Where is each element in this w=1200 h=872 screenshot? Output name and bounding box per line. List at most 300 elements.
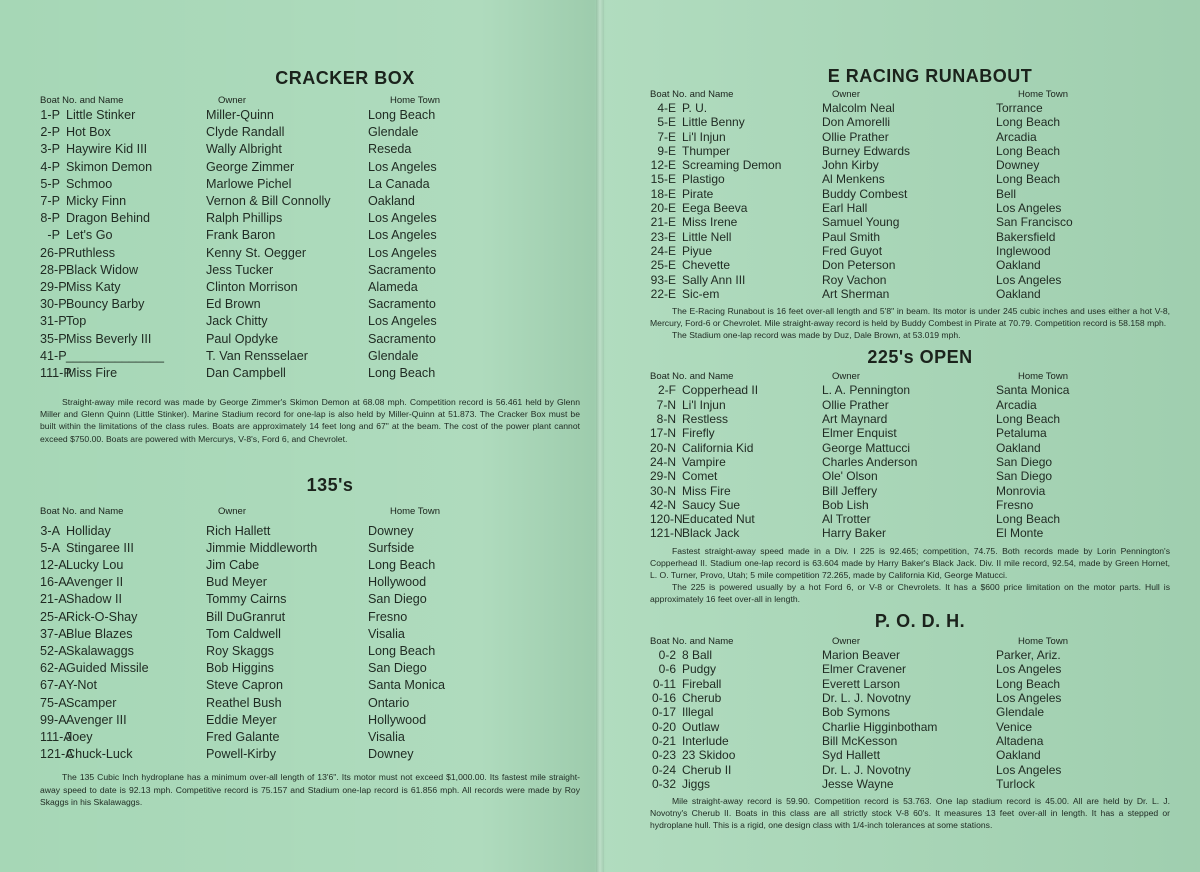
table-row xyxy=(650,455,1170,469)
table-row xyxy=(650,383,1170,397)
table-row xyxy=(650,187,1170,201)
home-town: Parker, Ariz. xyxy=(996,648,1061,663)
boat-number: 67-A xyxy=(40,678,67,693)
table-row xyxy=(650,273,1170,287)
cracker-box-header xyxy=(40,95,580,106)
owner: Paul Smith xyxy=(822,229,881,244)
e-runabout-header xyxy=(650,89,1170,100)
home-town: Los Angeles xyxy=(368,245,437,260)
owner: Bob Higgins xyxy=(206,661,274,676)
owner: Everett Larson xyxy=(822,676,901,691)
boat-number: 30-N xyxy=(650,483,677,498)
boat-number: 25-A xyxy=(40,609,67,624)
table-row xyxy=(650,287,1170,301)
boat-number: 0-11 xyxy=(652,676,676,691)
table-row xyxy=(40,609,580,626)
table-row xyxy=(40,540,580,557)
col-town: Home Town xyxy=(1018,371,1068,383)
table-row xyxy=(650,158,1170,172)
owner: Buddy Combest xyxy=(822,186,908,201)
boat-name: Joey xyxy=(66,730,93,745)
owner: Bud Meyer xyxy=(206,575,267,590)
boat-name: Hot Box xyxy=(66,125,111,140)
boat-name: Cherub II xyxy=(682,762,732,777)
boat-name: California Kid xyxy=(682,440,754,455)
table-row xyxy=(650,412,1170,426)
home-town: Oakland xyxy=(996,748,1041,763)
home-town: Monrovia xyxy=(996,483,1046,498)
boat-number: 17-N xyxy=(650,426,677,441)
boat-number: 121-A xyxy=(40,747,74,762)
cracker-box-note: Straight-away mile record was made by George Zimmer's Skimon Demon at 68.08 mph. Competition record is 56.461 held by Glenn Miller and Glenn Quinn (Little Stinker). Marine Stadium record for one-lap is also held by Miller-Quinn at 51.873. The Cracker Box must be built within the limitations of the class rules. Boats are approximately 14 feet long and 67" at the beam. The cost of the power plant cannot exceed $750.00. Boats are powered with Mercurys, V-8's, Ford 6, and Chevrolet. xyxy=(40,397,580,444)
boat-number: 0-16 xyxy=(651,691,676,706)
boat-number: 3-A xyxy=(40,523,60,538)
boat-name: Restless xyxy=(682,412,729,427)
owner: Frank Baron xyxy=(206,228,276,243)
owner: Reathel Bush xyxy=(206,695,282,710)
boat-name: Haywire Kid III xyxy=(66,142,148,157)
table-row xyxy=(650,101,1170,115)
boat-name: Little Stinker xyxy=(66,108,136,122)
table-row xyxy=(40,712,580,729)
boat-number: 24-E xyxy=(650,243,676,258)
boat-number: 28-P xyxy=(40,262,67,277)
home-town: Surfside xyxy=(368,540,415,555)
home-town: Oakland xyxy=(368,194,415,209)
col-owner: Owner xyxy=(832,636,860,648)
table-row xyxy=(650,498,1170,512)
boat-name: Thumper xyxy=(682,143,731,158)
table-row xyxy=(40,262,580,279)
boat-name: Pirate xyxy=(682,186,714,201)
boat-number: 2-P xyxy=(40,125,60,140)
home-town: Los Angeles xyxy=(996,201,1062,216)
table-row xyxy=(40,141,580,158)
boat-name: Lucky Lou xyxy=(66,558,124,573)
table-row xyxy=(40,193,580,210)
boat-name: Miss Irene xyxy=(682,215,738,230)
boat-name: Micky Finn xyxy=(66,194,127,209)
owner: Jack Chitty xyxy=(206,314,268,329)
table-row xyxy=(40,227,580,244)
home-town: Los Angeles xyxy=(368,314,437,329)
col-owner: Owner xyxy=(218,505,246,517)
boat-number: 15-E xyxy=(650,172,676,187)
boat-number: 20-E xyxy=(650,201,676,216)
home-town: Venice xyxy=(996,719,1033,734)
boat-name: ______________ xyxy=(66,348,165,363)
owner: Bill Jeffery xyxy=(822,483,878,498)
owner: Harry Baker xyxy=(822,526,887,541)
home-town: Downey xyxy=(368,523,414,538)
owner: Vernon & Bill Connolly xyxy=(206,194,331,209)
owner: Don Peterson xyxy=(822,258,896,273)
table-row xyxy=(650,398,1170,412)
boat-name: Chuck-Luck xyxy=(66,747,133,762)
boat-name: Little Nell xyxy=(682,229,732,244)
table-row xyxy=(650,748,1170,762)
boat-number: 120-N xyxy=(650,512,683,527)
boat-number: 16-A xyxy=(40,575,67,590)
boat-number: 8-N xyxy=(656,412,676,427)
boat-name: Black Widow xyxy=(66,262,139,277)
table-row xyxy=(650,258,1170,272)
home-town: Fresno xyxy=(368,609,408,624)
boat-name: Vampire xyxy=(682,454,726,469)
boat-number: 21-E xyxy=(650,215,676,230)
open225-title: 225's OPEN xyxy=(867,347,973,368)
table-row xyxy=(40,677,580,694)
home-town: Long Beach xyxy=(368,558,436,573)
home-town: Los Angeles xyxy=(368,211,437,226)
boat-number: 0-6 xyxy=(658,662,676,677)
boat-number: 18-E xyxy=(650,186,676,201)
boat-name: Guided Missile xyxy=(66,661,149,676)
table-row xyxy=(40,159,580,176)
table-row xyxy=(650,777,1170,791)
boat-name: 8 Ball xyxy=(682,648,713,663)
e-runabout-title: E RACING RUNABOUT xyxy=(827,66,1033,86)
home-town: Glendale xyxy=(368,125,419,140)
e-runabout-note: The E-Racing Runabout is 16 feet over-all length and 5'8" in beam. Its motor is under 245 cubic inches and uses either a hot V-8, Mercury, Ford-6 or Chevrolet. Mile straight-away record is held by Buddy Combest in Pirate at 70.79. Competition record is 58.158 mph. xyxy=(650,306,1170,329)
home-town: Long Beach xyxy=(996,115,1061,130)
table-row xyxy=(40,523,580,540)
open225-note: Fastest straight-away speed made in a Div. I 225 is 92.465; competition, 74.75. Both records made by Lorin Pennington's Copperhead II. Stadium one-lap record is 63.604 made by Harry Baker's Black Jack. Div. II mile record, 92.54, made by Green Hornet, L. O. Turner, Provo, Utah; 5 mile competition 72.265, made by California Kid, George Matucci. xyxy=(650,545,1170,580)
table-row xyxy=(40,176,580,193)
c135-note: The 135 Cubic Inch hydroplane has a minimum over-all length of 13'6". Its motor must not exceed $1,000.00. Its fastest mile straight-away speed to date is 92.13 mph. Competitive record is 75.157 and Stadium one-lap record is 61.856 mph. All records were made by Roy Skaggs in his Skalawaggs. xyxy=(40,772,580,807)
home-town: Oakland xyxy=(996,258,1041,273)
owner: Jimmie Middleworth xyxy=(206,540,318,555)
boat-number: 35-P xyxy=(40,331,67,346)
owner: Fred Guyot xyxy=(822,243,883,258)
table-row xyxy=(40,729,580,746)
table-row xyxy=(40,279,580,296)
table-row xyxy=(650,215,1170,229)
home-town: Oakland xyxy=(996,440,1041,455)
table-row xyxy=(40,313,580,330)
owner: Bob Lish xyxy=(822,497,869,512)
cracker-box-table xyxy=(40,107,580,382)
owner: Elmer Enquist xyxy=(822,426,897,441)
boat-name: Saucy Sue xyxy=(682,497,741,512)
table-row xyxy=(40,695,580,712)
boat-name: Avenger III xyxy=(66,712,127,727)
home-town: Bell xyxy=(996,186,1017,201)
boat-name: Miss Katy xyxy=(66,280,121,295)
boat-name: Stingaree III xyxy=(66,540,134,555)
home-town: Los Angeles xyxy=(996,762,1062,777)
home-town: Alameda xyxy=(368,280,418,295)
owner: Ollie Prather xyxy=(822,397,889,412)
table-row xyxy=(650,662,1170,676)
col-boat: Boat No. and Name xyxy=(40,505,124,517)
owner: Tom Caldwell xyxy=(206,626,281,641)
home-town: Sacramento xyxy=(368,331,436,346)
owner: Roy Skaggs xyxy=(206,644,274,659)
col-town: Home Town xyxy=(390,505,440,517)
podh-title: P. O. D. H. xyxy=(874,611,966,632)
boat-number: 4-P xyxy=(40,159,60,174)
owner: Bill DuGranrut xyxy=(206,609,286,624)
boat-name: Screaming Demon xyxy=(682,158,782,173)
boat-name: Li'l Injun xyxy=(682,397,726,412)
owner: Don Amorelli xyxy=(822,115,891,130)
table-row xyxy=(40,348,580,365)
home-town: Santa Monica xyxy=(996,383,1070,398)
boat-name: P. U. xyxy=(682,101,708,115)
boat-number: 8-P xyxy=(40,211,60,226)
boat-number: 0-20 xyxy=(651,719,676,734)
boat-name: Plastigo xyxy=(682,172,725,187)
right-page xyxy=(650,0,1170,872)
boat-name: Little Benny xyxy=(682,115,745,130)
owner: L. A. Pennington xyxy=(822,383,911,398)
owner: Miller-Quinn xyxy=(206,108,274,122)
owner: Elmer Cravener xyxy=(822,662,907,677)
home-town: Santa Monica xyxy=(368,678,446,693)
home-town: Turlock xyxy=(996,776,1035,791)
table-row xyxy=(650,720,1170,734)
boat-number: 0-21 xyxy=(651,733,676,748)
owner: George Mattucci xyxy=(822,440,911,455)
boat-name: Chevette xyxy=(682,258,731,273)
home-town: Arcadia xyxy=(996,129,1037,144)
boat-number: 99-A xyxy=(40,712,67,727)
col-boat: Boat No. and Name xyxy=(40,95,124,106)
col-town: Home Town xyxy=(390,95,440,106)
table-row xyxy=(650,441,1170,455)
boat-number: 25-E xyxy=(650,258,676,273)
table-row xyxy=(650,763,1170,777)
owner: Art Maynard xyxy=(822,412,888,427)
home-town: Reseda xyxy=(368,142,412,157)
home-town: Sacramento xyxy=(368,262,436,277)
boat-name: Ruthless xyxy=(66,245,115,260)
open225-table xyxy=(650,383,1170,540)
col-owner: Owner xyxy=(218,95,246,106)
home-town: Long Beach xyxy=(996,512,1061,527)
owner: Fred Galante xyxy=(206,730,280,745)
c135-table xyxy=(40,523,580,764)
owner: Eddie Meyer xyxy=(206,712,277,727)
home-town: Bakersfield xyxy=(996,229,1056,244)
table-row xyxy=(40,574,580,591)
owner: Dan Campbell xyxy=(206,366,286,381)
boat-name: Dragon Behind xyxy=(66,211,151,226)
home-town: Long Beach xyxy=(368,644,436,659)
home-town: Glendale xyxy=(368,348,419,363)
table-row xyxy=(650,526,1170,540)
boat-number: 0-32 xyxy=(651,776,676,791)
boat-number: 42-N xyxy=(650,497,677,512)
c135-header xyxy=(40,506,580,517)
boat-number: 7-E xyxy=(657,129,676,144)
home-town: San Diego xyxy=(996,469,1053,484)
owner: Ed Brown xyxy=(206,297,261,312)
boat-name: Cherub xyxy=(682,691,722,706)
boat-number: 20-N xyxy=(650,440,677,455)
owner: Clinton Morrison xyxy=(206,280,298,295)
home-town: Hollywood xyxy=(368,712,427,727)
podh-note: Mile straight-away record is 59.90. Competition record is 53.763. One lap stadium record is 45.00. All are held by Dr. L. J. Novotny's Cherub II. Boats in this class are all strictly stock V-8 60's. It measures 13 feet over-all in length. It has a stepped or hydroplane hull. This is a rigid, one design class with 1/4-inch tolerances at some stations. xyxy=(650,796,1170,831)
boat-name: Holliday xyxy=(66,523,111,538)
home-town: Visalia xyxy=(368,730,405,745)
table-row xyxy=(650,512,1170,526)
owner: Rich Hallett xyxy=(206,523,271,538)
owner: George Zimmer xyxy=(206,159,295,174)
boat-name: Fireball xyxy=(682,676,722,691)
owner: Ole' Olson xyxy=(822,469,878,484)
boat-name: Jiggs xyxy=(682,776,711,791)
boat-number: 37-A xyxy=(40,626,67,641)
home-town: Downey xyxy=(996,158,1040,173)
boat-name: Firefly xyxy=(682,426,715,441)
boat-number: 0-2 xyxy=(658,648,676,663)
boat-name: Skimon Demon xyxy=(66,159,153,174)
col-owner: Owner xyxy=(832,89,860,100)
home-town: Long Beach xyxy=(996,412,1061,427)
boat-name: Shadow II xyxy=(66,592,123,607)
home-town: Ontario xyxy=(368,695,410,710)
boat-number: 93-E xyxy=(650,272,676,287)
boat-number: 121-N xyxy=(650,526,683,541)
owner: Syd Hallett xyxy=(822,748,881,763)
boat-number: 2-F xyxy=(658,383,676,398)
table-row xyxy=(650,677,1170,691)
table-row xyxy=(40,365,580,382)
boat-number: 22-E xyxy=(650,286,676,301)
boat-name: Sic-em xyxy=(682,286,720,301)
col-boat: Boat No. and Name xyxy=(650,371,734,383)
table-row xyxy=(650,484,1170,498)
owner: Burney Edwards xyxy=(822,143,911,158)
home-town: Torrance xyxy=(996,101,1043,115)
owner: Dr. L. J. Novotny xyxy=(822,762,911,777)
home-town: La Canada xyxy=(368,176,430,191)
boat-number: 52-A xyxy=(40,644,67,659)
boat-number: 5-P xyxy=(40,176,60,191)
table-row xyxy=(650,201,1170,215)
owner: Jim Cabe xyxy=(206,558,260,573)
boat-number: 4-E xyxy=(657,101,676,115)
owner: Jesse Wayne xyxy=(822,776,894,791)
table-row xyxy=(650,130,1170,144)
e-runabout-table xyxy=(650,101,1170,301)
owner: Samuel Young xyxy=(822,215,900,230)
owner: Tommy Cairns xyxy=(206,592,287,607)
center-fold xyxy=(596,0,604,872)
table-row xyxy=(40,124,580,141)
home-town: Downey xyxy=(368,747,414,762)
col-owner: Owner xyxy=(832,371,860,383)
boat-name: 23 Skidoo xyxy=(682,748,736,763)
home-town: Los Angeles xyxy=(996,691,1062,706)
boat-name: Eega Beeva xyxy=(682,201,748,216)
home-town: El Monte xyxy=(996,526,1044,541)
boat-name: Miss Beverly III xyxy=(66,331,152,346)
table-row xyxy=(40,557,580,574)
table-row xyxy=(40,296,580,313)
owner: Earl Hall xyxy=(822,201,868,216)
boat-number: -P xyxy=(47,228,60,243)
boat-number: 0-23 xyxy=(651,748,676,763)
table-row xyxy=(40,660,580,677)
owner: Wally Albright xyxy=(206,142,282,157)
table-row xyxy=(40,626,580,643)
owner: Ollie Prather xyxy=(822,129,889,144)
boat-number: 7-P xyxy=(40,194,60,209)
home-town: Los Angeles xyxy=(368,228,437,243)
boat-number: 12-A xyxy=(40,558,67,573)
owner: T. Van Rensselaer xyxy=(206,348,308,363)
owner: Clyde Randall xyxy=(206,125,285,140)
boat-name: Scamper xyxy=(66,695,117,710)
owner: Bill McKesson xyxy=(822,733,898,748)
table-row xyxy=(650,244,1170,258)
boat-number: 9-E xyxy=(657,143,676,158)
owner: Roy Vachon xyxy=(822,272,887,287)
boat-number: 21-A xyxy=(40,592,67,607)
owner: John Kirby xyxy=(822,158,879,173)
col-boat: Boat No. and Name xyxy=(650,89,734,100)
table-row xyxy=(650,144,1170,158)
boat-name: Y-Not xyxy=(66,678,98,693)
table-row xyxy=(40,107,580,124)
owner: Malcolm Neal xyxy=(822,101,895,115)
boat-number: 23-E xyxy=(650,229,676,244)
home-town: Petaluma xyxy=(996,426,1047,441)
c135-title: 135's xyxy=(306,474,354,495)
boat-name: Avenger II xyxy=(66,575,124,590)
owner: Paul Opdyke xyxy=(206,331,279,346)
boat-name: Top xyxy=(66,314,87,329)
boat-name: Blue Blazes xyxy=(66,626,133,641)
boat-number: 111-P xyxy=(40,366,72,381)
owner: Al Menkens xyxy=(822,172,885,187)
owner: Marlowe Pichel xyxy=(206,176,292,191)
cracker-box-title: CRACKER BOX xyxy=(275,68,415,88)
owner: Powell-Kirby xyxy=(206,747,276,762)
boat-name: Skalawaggs xyxy=(66,644,134,659)
boat-name: Bouncy Barby xyxy=(66,297,145,312)
boat-name: Copperhead II xyxy=(682,383,759,398)
table-row xyxy=(650,691,1170,705)
boat-name: Sally Ann III xyxy=(682,272,746,287)
owner: Charles Anderson xyxy=(822,454,918,469)
home-town: San Francisco xyxy=(996,215,1073,230)
owner: Ralph Phillips xyxy=(206,211,283,226)
table-row xyxy=(650,469,1170,483)
home-town: Los Angeles xyxy=(996,662,1062,677)
owner: Dr. L. J. Novotny xyxy=(822,691,911,706)
boat-number: 1-P xyxy=(40,108,60,122)
boat-number: 7-N xyxy=(656,397,676,412)
e-runabout-note-2: The Stadium one-lap record was made by Duz, Dale Brown, at 53.019 mph. xyxy=(672,330,961,341)
home-town: Inglewood xyxy=(996,243,1051,258)
table-row xyxy=(650,648,1170,662)
left-page xyxy=(40,0,580,872)
owner: Steve Capron xyxy=(206,678,284,693)
boat-number: 111-A xyxy=(40,730,72,745)
boat-number: 41-P xyxy=(40,348,67,363)
table-row xyxy=(40,245,580,262)
boat-name: Comet xyxy=(682,469,718,484)
boat-name: Pudgy xyxy=(682,662,717,677)
home-town: Oakland xyxy=(996,286,1041,301)
col-boat: Boat No. and Name xyxy=(650,636,734,648)
table-row xyxy=(40,331,580,348)
owner: Marion Beaver xyxy=(822,648,901,663)
